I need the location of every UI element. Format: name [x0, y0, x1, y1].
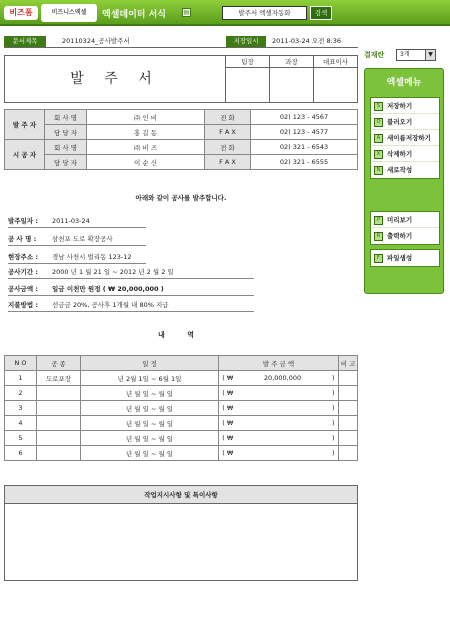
- party-value[interactable]: 이 순 신: [87, 155, 205, 170]
- page-title: 발 주 서: [70, 71, 160, 87]
- approval-box-2[interactable]: 과장: [269, 56, 313, 102]
- open-icon: O: [374, 118, 383, 127]
- party-key: 전 화: [205, 110, 251, 125]
- chevron-down-icon[interactable]: ▼: [425, 50, 435, 60]
- detail-table: [4, 355, 358, 461]
- approval-box-3[interactable]: 대표이사: [313, 56, 357, 102]
- top-bar: [0, 0, 450, 26]
- menu-title: 엑셀메뉴: [386, 78, 422, 88]
- preview-icon: P: [374, 216, 383, 225]
- party-value[interactable]: 02) 123 - 4577: [251, 125, 358, 140]
- search-input[interactable]: 발주서 엑셀자동화: [222, 6, 307, 20]
- orderer-label: 발 주 자: [5, 110, 45, 140]
- field-payment[interactable]: 지불방법 : 선금금 20%, 공사후 1개월 내 80% 지급: [8, 298, 254, 312]
- field-period[interactable]: 공사기간 : 2000 년 1 월 21 일 ~ 2012 년 2 월 2 일: [8, 265, 254, 279]
- menu-group-file: [370, 97, 440, 179]
- field-amount[interactable]: 공사금액 : 일금 이천만 원정 ( ₩ 20,000,000 ): [8, 282, 254, 296]
- field-site-address[interactable]: 현장주소 : 경남 사천시 벌리동 123-12: [8, 250, 146, 264]
- print-button[interactable]: R 출력하기: [371, 228, 439, 244]
- party-value[interactable]: 02) 321 - 6555: [251, 155, 358, 170]
- party-key: 회 사 명: [45, 140, 87, 155]
- party-key: 담 당 자: [45, 155, 87, 170]
- save-button[interactable]: S 저장하기: [371, 98, 439, 114]
- new-button[interactable]: N 새로작성: [371, 162, 439, 178]
- party-key: 담 당 자: [45, 125, 87, 140]
- parties-table: [4, 109, 358, 170]
- party-value[interactable]: ㈜ 인 비: [87, 110, 205, 125]
- delete-button[interactable]: X 삭제하기: [371, 146, 439, 162]
- new-document-icon: N: [374, 166, 383, 175]
- table-row[interactable]: 5 년 월 일 ~ 월 일 ( ₩ ): [5, 431, 358, 446]
- order-header: [4, 55, 358, 103]
- builder-label: 시 공 자: [5, 140, 45, 170]
- menu-group-print: [370, 211, 440, 245]
- table-row[interactable]: 1 도로포장 년 2월 1일 ~ 6월 1일 ( ₩ 20,000,000 ): [5, 371, 358, 386]
- search-button[interactable]: 검색: [310, 6, 332, 20]
- save-as-icon: A: [374, 134, 383, 143]
- col-header: 비 고: [339, 356, 358, 371]
- approval-box-1[interactable]: 팀장: [225, 56, 269, 102]
- col-header: 일 정: [81, 356, 219, 371]
- party-value[interactable]: 홍 길 동: [87, 125, 205, 140]
- section-title: 내 역: [158, 331, 204, 339]
- party-value[interactable]: 02) 321 - 6543: [251, 140, 358, 155]
- col-header: 발 주 금 액: [219, 356, 339, 371]
- saved-label: 저장일시: [226, 36, 266, 47]
- print-icon: R: [374, 232, 383, 241]
- table-row[interactable]: 4 년 월 일 ~ 월 일 ( ₩ ): [5, 416, 358, 431]
- notes-title: 작업지시사항 및 특이사항: [5, 486, 357, 504]
- table-row[interactable]: 2 년 월 일 ~ 월 일 ( ₩ ): [5, 386, 358, 401]
- load-button[interactable]: O 불러오기: [371, 114, 439, 130]
- trash-icon: X: [374, 150, 383, 159]
- table-row[interactable]: 3 년 월 일 ~ 월 일 ( ₩ ): [5, 401, 358, 416]
- party-key: F A X: [205, 125, 251, 140]
- table-row[interactable]: 6 년 월 일 ~ 월 일 ( ₩ ): [5, 446, 358, 461]
- party-key: F A X: [205, 155, 251, 170]
- notes-box[interactable]: [4, 485, 358, 581]
- col-header: 공 종: [37, 356, 81, 371]
- business-excel-logo[interactable]: 비즈니스엑셀: [41, 4, 97, 22]
- save-as-button[interactable]: A 새이름저장하기: [371, 130, 439, 146]
- approval-count-label: 결재란: [364, 51, 385, 59]
- party-value[interactable]: 02) 123 - 4567: [251, 110, 358, 125]
- document-icon: ▤: [183, 9, 190, 16]
- file-icon: F: [374, 254, 383, 263]
- doc-title-value[interactable]: 20110324_공사발주서: [62, 37, 130, 45]
- saved-value: 2011-03-24 오전 8:36: [272, 37, 342, 45]
- col-header: N O: [5, 356, 37, 371]
- field-order-date[interactable]: 발주일자 : 2011-03-24: [8, 214, 146, 228]
- preview-button[interactable]: P 미리보기: [371, 212, 439, 228]
- excel-menu: [364, 68, 444, 294]
- save-icon: S: [374, 102, 383, 111]
- document-info-bar: [4, 36, 358, 48]
- doc-title-label: 문서제목: [4, 36, 46, 47]
- party-key: 회 사 명: [45, 110, 87, 125]
- party-value[interactable]: ㈜ 비 즈: [87, 140, 205, 155]
- menu-group-export: [370, 249, 440, 267]
- field-project-name[interactable]: 공 사 명 : 삼천포 도로 확장공사: [8, 232, 146, 246]
- bizform-logo[interactable]: 비즈폼: [4, 6, 38, 20]
- approval-count-select[interactable]: 3개 ▼: [396, 49, 436, 61]
- order-message: 아래와 같이 공사를 발주합니다.: [135, 194, 227, 202]
- party-key: 전 화: [205, 140, 251, 155]
- app-title: 엑셀데이터 서식: [102, 10, 166, 20]
- create-file-button[interactable]: F 파일생성: [371, 250, 439, 266]
